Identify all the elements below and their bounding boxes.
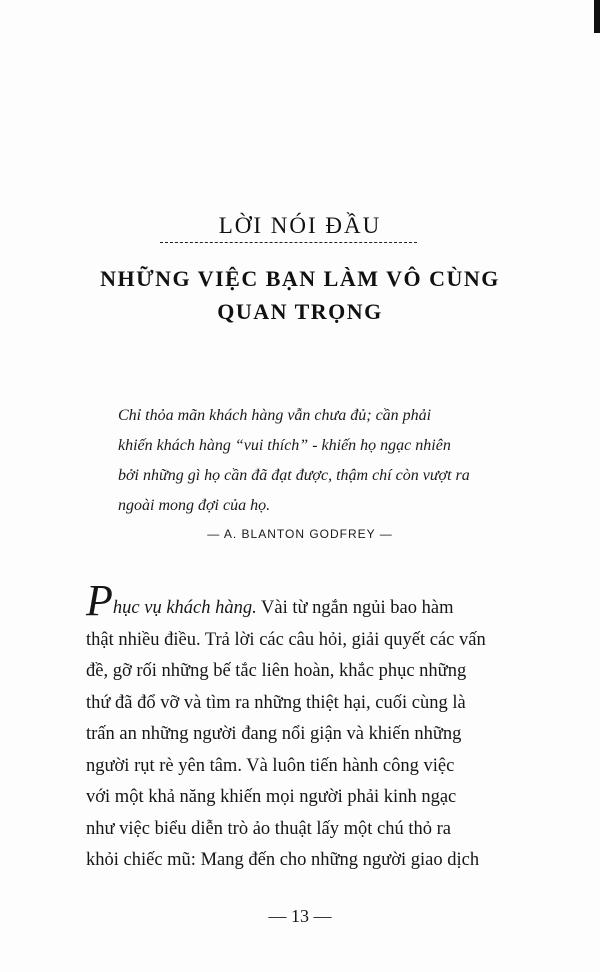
epigraph-attribution: — A. BLANTON GODFREY — bbox=[207, 527, 393, 541]
body-line: đề, gỡ rối những bế tắc liên hoàn, khắc phục những bbox=[86, 661, 467, 681]
chapter-title bbox=[0, 262, 600, 328]
body-line: thật nhiều điều. Trả lời các câu hỏi, giải quyết các vấn bbox=[86, 629, 486, 650]
lead-phrase: hục vụ khách hàng. bbox=[112, 598, 257, 618]
dashed-divider bbox=[160, 242, 417, 243]
body-line: thứ đã đổ vỡ và tìm ra những thiệt hại, cuối cùng là bbox=[86, 692, 466, 713]
chapter-title-line: NHỮNG VIỆC BẠN LÀM VÔ CÙNG bbox=[100, 266, 500, 291]
chapter-label: LỜI NÓI ĐẦU bbox=[218, 213, 382, 238]
epigraph-line: bởi những gì họ cần đã đạt được, thậm chí còn vượt ra bbox=[118, 467, 470, 484]
page-edge-mark bbox=[594, 0, 600, 33]
page-number: — 13 — bbox=[268, 906, 332, 926]
drop-cap: P bbox=[86, 576, 113, 625]
body-paragraph bbox=[86, 576, 526, 877]
body-line: với một khả năng khiến mọi người phải kinh ngạc bbox=[86, 787, 457, 807]
body-line: người rụt rè yên tâm. Và luôn tiến hành công việc bbox=[86, 755, 455, 776]
body-line: như việc biểu diễn trò ảo thuật lấy một chú thỏ ra bbox=[86, 818, 452, 839]
epigraph-line: ngoài mong đợi của họ. bbox=[118, 497, 271, 514]
epigraph-line: Chỉ thỏa mãn khách hàng vẫn chưa đủ; cần phải bbox=[118, 407, 432, 424]
chapter-title-line: QUAN TRỌNG bbox=[217, 299, 383, 324]
body-line: trấn an những người đang nổi giận và khiến những bbox=[86, 724, 462, 744]
epigraph-quote bbox=[118, 401, 488, 521]
body-line: khỏi chiếc mũ: Mang đến cho những người giao dịch bbox=[86, 850, 480, 870]
first-line-text: Vài từ ngắn ngủi bao hàm bbox=[256, 598, 454, 618]
body-first-line bbox=[86, 576, 526, 625]
epigraph-line: khiến khách hàng “vui thích” - khiến họ ngạc nhiên bbox=[118, 437, 451, 454]
